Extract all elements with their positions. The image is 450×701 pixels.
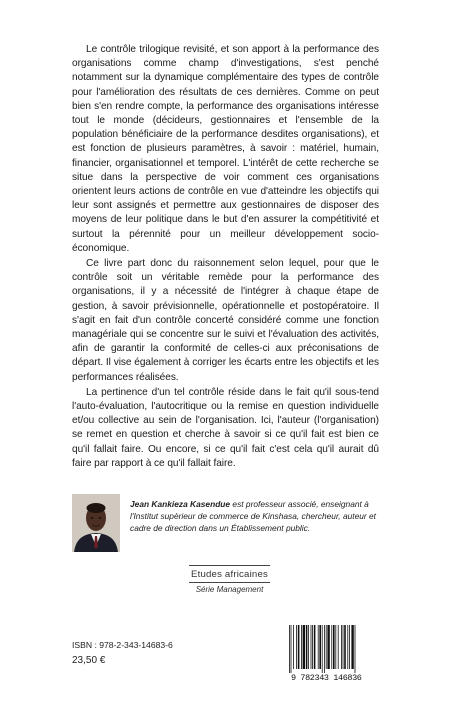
barcode-bar (322, 625, 323, 673)
barcode-bar (351, 625, 353, 669)
author-bio (130, 498, 382, 535)
barcode-bar (311, 625, 312, 669)
blurb-paragraph: La pertinence d'un tel contrôle réside dans le fait qu'il sous-tend l'auto-évaluation, l'autocritique ou la remise en question individuelle et/ou collective au sein de l'organisation. Ici, l'auteur (l'organisation) se remet en question et cherche à savoir si ce qu'il fait est bien ce qu'il fallait faire. Ou encore, si ce qu'il fait c'est cela qu'il aurait dû faire par rapport à ce qu'il fallait faire. (72, 386, 379, 469)
barcode-bar (319, 625, 321, 669)
barcode-bar (327, 625, 329, 669)
barcode-bar (298, 625, 300, 669)
barcode-bar (314, 625, 316, 669)
series-title: Etudes africaines (191, 569, 268, 580)
barcode-bar (326, 625, 327, 669)
barcode-bar (301, 625, 302, 669)
barcode-bar (333, 625, 335, 669)
back-cover-blurb (72, 43, 379, 472)
price: 23,50 € (72, 655, 106, 666)
barcode-bar (341, 625, 342, 669)
barcode-bar (335, 625, 336, 669)
barcode-bar (293, 625, 294, 669)
author-portrait-icon (72, 494, 120, 552)
barcode-bar (289, 625, 290, 673)
barcode-icon (287, 625, 383, 673)
barcode-bar (347, 625, 348, 669)
author-description: est professeur associé, enseignant à l'Institut supèrieur de commerce de Kinshasa, chercheur, auteur et cadre de direction dans un Établissement public. (130, 499, 376, 534)
series-block (187, 565, 272, 596)
blurb-paragraph: Le contrôle trilogique revisité, et son apport à la performance des organisations comme champ d'investigations, s'est penché notamment sur la dynamique complémentaire des types de contrôle pour l'amélioration des résultats de ces dernières. Comme on peut bien s'en rendre compte, la performance des organisations intéresse tout le monde (décideurs, gestionnaires et l'ensemble de la population bénéficiaire de la performance desdites organisations), et est fonction de plusieurs paramètres, à savoir : matériel, humain, financier, organisationnel et temporel. L'intérêt de cette recherche se situe dans la perspective de voir comment ces organisations orientent leurs actions de contrôle en vue d'atteindre les objectifs qui leur sont assignés et permettre aux gestionnaires de disposer des moyens de leur politique dans le but d'en assurer la compétitivité et surtout la pérennité pour un meilleur développement socio-économique. (72, 44, 379, 254)
barcode-bar (306, 625, 308, 669)
barcode-bar (308, 625, 309, 669)
barcode-bar (355, 625, 356, 673)
author-photo (72, 494, 120, 552)
author-section (72, 494, 382, 554)
blurb-paragraph: Ce livre part donc du raisonnement selon lequel, pour que le contrôle soit un véritable remède pour la performance des organisations, il y a nécessité de l'intégrer à chaque étape de gestion, à savoir prévisionnelle, opérationnelle et postopératoire. Il s'agit en fait d'un contrôle concerté considéré comme une fonction managériale qui se concentre sur le suivi et l'évaluation des activités, afin de garantir la conformité de celles-ci aux préconisations de départ. Il vise également à corriger les écarts entre les objectifs et les performances réalisées. (72, 258, 379, 383)
barcode-bar (343, 625, 344, 669)
barcode-bar (318, 625, 319, 669)
barcode-bar (344, 625, 346, 669)
barcode-bar (303, 625, 305, 669)
barcode-bar (331, 625, 332, 669)
author-name: Jean Kankieza Kasendue (130, 499, 231, 509)
barcode-digits: 9 782343 146836 (291, 673, 362, 683)
isbn: ISBN : 978-2-343-14683-6 (72, 640, 173, 650)
barcode-bar (324, 625, 325, 673)
barcode-bar (349, 625, 350, 669)
barcode-bar (296, 625, 297, 669)
series-subtitle: Série Management (195, 585, 264, 594)
barcode-bar (291, 625, 292, 673)
barcode-bar (312, 625, 313, 669)
barcode-bar (338, 625, 339, 669)
